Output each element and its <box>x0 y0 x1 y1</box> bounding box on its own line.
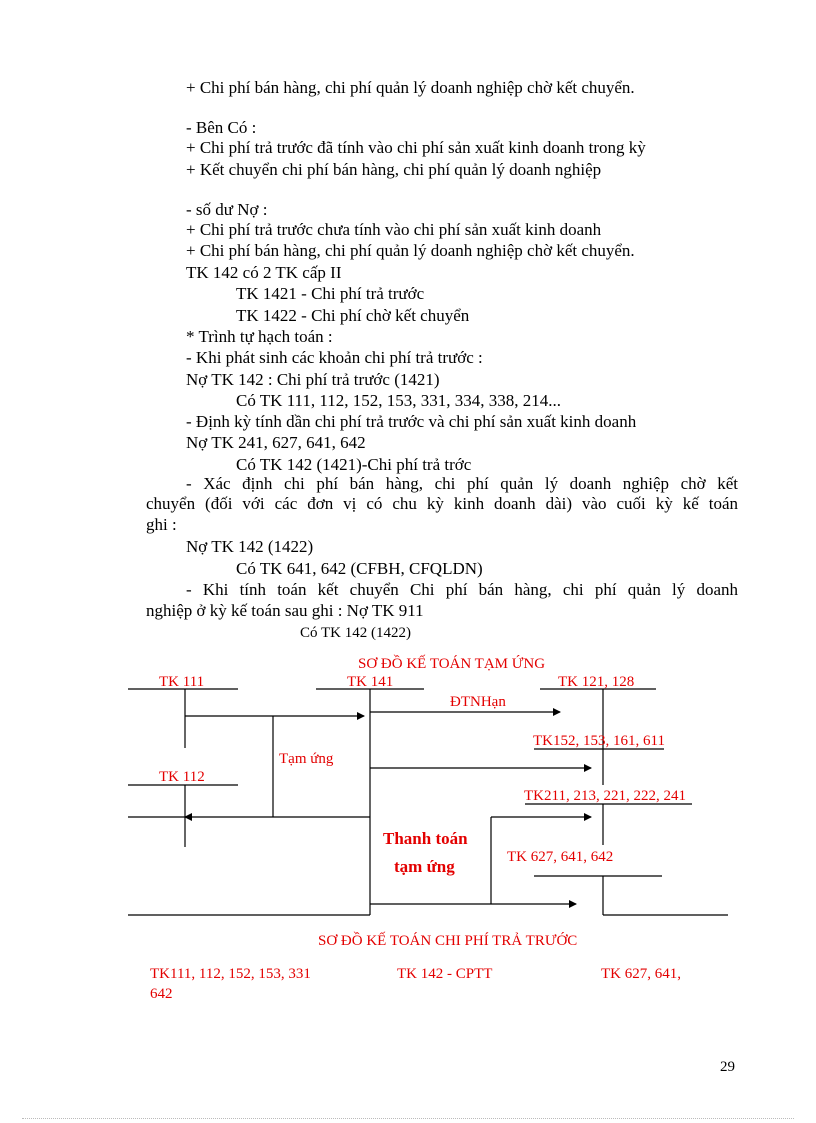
diagram-title: SƠ ĐỒ KẾ TOÁN CHI PHÍ TRẢ TRƯỚC <box>318 933 578 949</box>
text-line: TK 1421 - Chi phí trả trước <box>236 284 425 303</box>
text-line: TK 142 có 2 TK cấp II <box>186 263 342 282</box>
account-label: TK 142 - CPTT <box>397 966 493 982</box>
text-line: + Chi phí bán hàng, chi phí quản lý doanh nghiệp chờ kết chuyển. <box>186 78 635 97</box>
text-line: Có TK 142 (1421)-Chi phí trả trớc <box>236 455 472 474</box>
flow-label: ĐTNHạn <box>450 694 506 710</box>
text-line: TK 1422 - Chi phí chờ kết chuyển <box>236 306 470 325</box>
account-label: TK 627, 641, 642 <box>507 849 614 865</box>
flow-label: Thanh toán <box>383 829 468 848</box>
text-line: + Chi phí bán hàng, chi phí quản lý doanh nghiệp chờ kết chuyển. <box>186 241 635 260</box>
account-label: TK 111 <box>159 674 205 690</box>
text-line: - số dư Nợ : <box>186 200 268 219</box>
page-number: 29 <box>720 1059 735 1075</box>
text-line: Có TK 142 (1422) <box>300 625 411 641</box>
text-line: Nợ TK 142 (1422) <box>186 537 314 556</box>
text-line: - Khi tính toán kết chuyển Chi phí bán hàng, chi phí quản lý doanh <box>186 580 738 599</box>
text-line: ghi : <box>146 515 177 534</box>
text-line: Nợ TK 142 : Chi phí trả trước (1421) <box>186 370 440 389</box>
text-line: + Kết chuyển chi phí bán hàng, chi phí quản lý doanh nghiệp <box>186 160 602 179</box>
account-label: 642 <box>150 986 173 1002</box>
text-line: - Khi phát sinh các khoản chi phí trả trước : <box>186 348 483 367</box>
text-line: Có TK 641, 642 (CFBH, CFQLDN) <box>236 559 483 578</box>
account-label: TK 141 <box>347 674 394 690</box>
text-line: Nợ TK 241, 627, 641, 642 <box>186 433 366 452</box>
text-line: - Định kỳ tính dần chi phí trả trước và chi phí sản xuất kinh doanh <box>186 412 637 431</box>
account-label: TK111, 112, 152, 153, 331 <box>150 966 311 982</box>
flow-label: tạm ứng <box>394 857 455 876</box>
account-label: TK 627, 641, <box>601 966 681 982</box>
page-footer-divider <box>22 1118 794 1119</box>
text-line: - Xác định chi phí bán hàng, chi phí quản lý doanh nghiệp chờ kết <box>186 474 738 493</box>
account-label: TK 112 <box>159 769 205 785</box>
text-line: + Chi phí trả trước chưa tính vào chi phí sản xuất kinh doanh <box>186 220 602 239</box>
account-label: TK 121, 128 <box>558 674 635 690</box>
text-line: - Bên Có : <box>186 118 257 137</box>
text-line: * Trình tự hạch toán : <box>186 327 333 346</box>
flow-label: Tạm ứng <box>279 751 334 767</box>
text-line: + Chi phí trả trước đã tính vào chi phí sản xuất kinh doanh trong kỳ <box>186 138 646 157</box>
account-label: TK211, 213, 221, 222, 241 <box>524 788 686 804</box>
text-line: chuyển (đối với các đơn vị có chu kỳ kinh doanh dài) vào cuối kỳ kế toán <box>146 494 738 513</box>
diagram-title: SƠ ĐỒ KẾ TOÁN TẠM ỨNG <box>358 656 546 672</box>
account-label: TK152, 153, 161, 611 <box>533 733 665 749</box>
text-line: Có TK 111, 112, 152, 153, 331, 334, 338, 214... <box>236 391 562 410</box>
text-line: nghiệp ở kỳ kế toán sau ghi : Nợ TK 911 <box>146 601 424 620</box>
